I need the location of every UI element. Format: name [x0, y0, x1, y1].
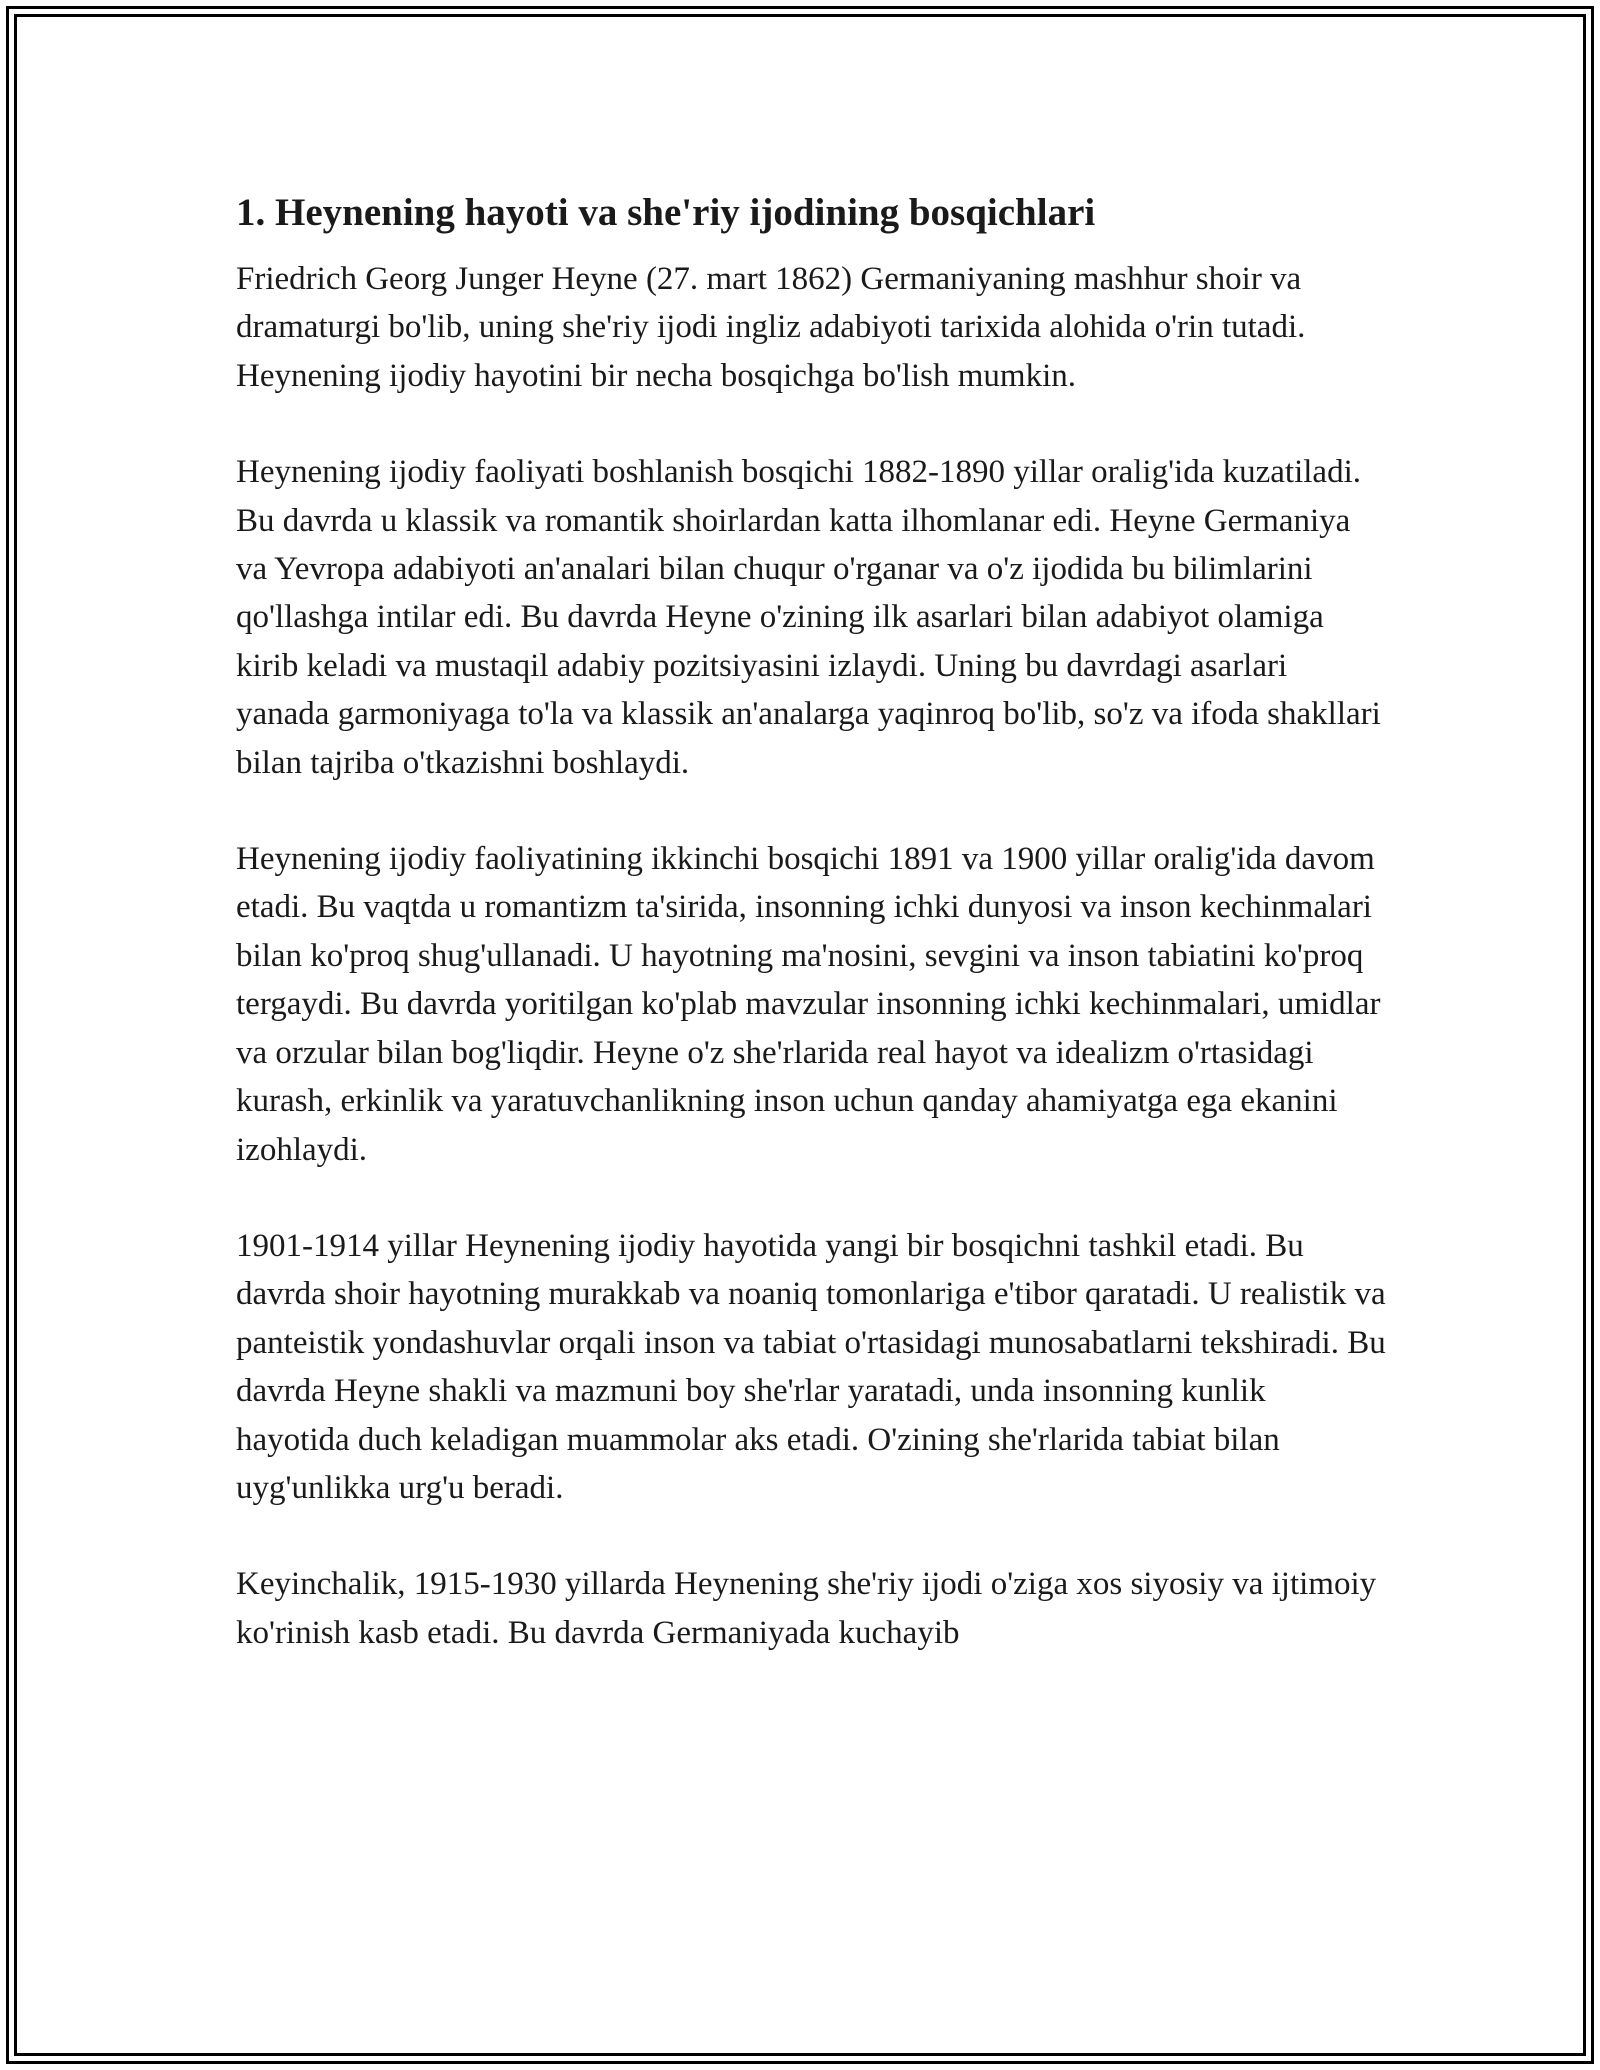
- paragraph-intro: Friedrich Georg Junger Heyne (27. mart 1862) Germaniyaning mashhur shoir va dramaturgi bo'lib, uning she'riy ijodi ingliz adabiyoti tarixida alohida o'rin tutadi. Heynening ijodiy hayotini bir necha bosqichga bo'lish mumkin.: [236, 261, 1306, 394]
- document-body: [236, 185, 1386, 1705]
- section-heading: 1. Heynening hayoti va she'riy ijodining bosqichlari: [236, 191, 1096, 234]
- paragraph-second-stage: Heynening ijodiy faoliyatining ikkinchi bosqichi 1891 va 1900 yillar oralig'ida davom etadi. Bu vaqtda u romantizm ta'sirida, insonning ichki dunyosi va inson kechinmalari bilan ko'proq shug'ullanadi. U hayotning ma'nosini, sevgini va inson tabiatini ko'proq tergaydi. Bu davrda yoritilgan ko'plab mavzular insonning ichki kechinmalari, umidlar va orzular bilan bog'liqdir. Heyne o'z she'rlarida real hayot va idealizm o'rtasidagi kurash, erkinlik va yaratuvchanlikning inson uchun qanday ahamiyatga ega ekanini izohlaydi.: [236, 841, 1381, 1168]
- paragraph-third-stage: 1901-1914 yillar Heynening ijodiy hayotida yangi bir bosqichni tashkil etadi. Bu davrda shoir hayotning murakkab va noaniq tomonlariga e'tibor qaratadi. U realistik va panteistik yondashuvlar orqali inson va tabiat o'rtasidagi munosabatlarni tekshiradi. Bu davrda Heyne shakli va mazmuni boy she'rlar yaratadi, unda insonning kunlik hayotida duch keladigan muammolar aks etadi. O'zining she'rlarida tabiat bilan uyg'unlikka urg'u beradi.: [236, 1227, 1386, 1506]
- paragraph-fourth-stage: Keyinchalik, 1915-1930 yillarda Heynening she'riy ijodi o'ziga xos siyosiy va ijtimoiy ko'rinish kasb etadi. Bu davrda Germaniyada kuchayib: [236, 1566, 1377, 1651]
- paragraph-first-stage: Heynening ijodiy faoliyati boshlanish bosqichi 1882-1890 yillar oralig'ida kuzatiladi. Bu davrda u klassik va romantik shoirlardan katta ilhomlanar edi. Heyne Germaniya va Yevropa adabiyoti an'analari bilan chuqur o'rganar va o'z ijodida bu bilimlarini qo'llashga intilar edi. Bu davrda Heyne o'zining ilk asarlari bilan adabiyot olamiga kirib keladi va mustaqil adabiy pozitsiyasini izlaydi. Uning bu davrdagi asarlari yanada garmoniyaga to'la va klassik an'analarga yaqinroq bo'lib, so'z va ifoda shakllari bilan tajriba o'tkazishni boshlaydi.: [236, 454, 1381, 781]
